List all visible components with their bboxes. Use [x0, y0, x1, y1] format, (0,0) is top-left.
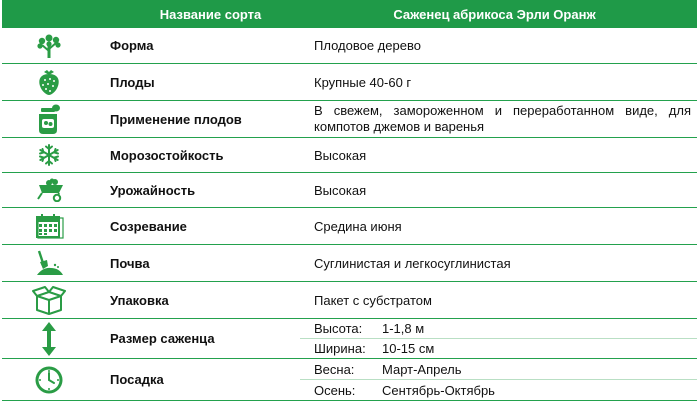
row-value: Высокая — [314, 147, 367, 163]
row-value: Средина июня — [314, 218, 402, 234]
sub-value: 10-15 см — [382, 341, 435, 356]
row-value: Высокая — [314, 182, 367, 198]
calendar-icon — [2, 212, 96, 240]
clock-icon — [2, 365, 96, 395]
row-size — [2, 319, 697, 359]
row-planting — [2, 359, 697, 401]
row-value: Крупные 40-60 г — [314, 74, 412, 90]
row-label: Применение плодов — [110, 111, 242, 127]
box-icon — [2, 285, 96, 315]
row-label: Созревание — [110, 218, 187, 234]
snowflake-icon — [2, 143, 96, 167]
planting-spring — [300, 359, 697, 379]
row-frost — [2, 138, 697, 173]
row-fruits — [2, 64, 697, 101]
row-value: Плодовое дерево — [314, 38, 421, 53]
row-label: Упаковка — [110, 292, 169, 308]
row-label: Форма — [110, 38, 154, 53]
size-height — [300, 319, 697, 338]
row-ripening — [2, 208, 697, 245]
sub-value: Март-Апрель — [382, 361, 462, 377]
row-yield — [2, 173, 697, 208]
size-width — [300, 338, 697, 358]
sub-key: Весна: — [314, 361, 355, 377]
row-usage — [2, 101, 697, 138]
row-soil — [2, 245, 697, 282]
sub-value: Сентябрь-Октябрь — [382, 382, 495, 398]
row-label: Посадка — [110, 372, 164, 387]
sub-key: Осень: — [314, 382, 356, 398]
sub-value: 1-1,8 м — [382, 321, 425, 336]
row-value: Суглинистая и легкосуглинистая — [314, 255, 511, 271]
table-header — [2, 0, 697, 28]
tree-icon — [2, 33, 96, 59]
sub-key: Высота: — [314, 321, 363, 336]
planting-subtable — [300, 359, 697, 400]
planting-autumn — [300, 379, 697, 400]
row-label: Почва — [110, 255, 150, 271]
header-product-name: Саженец абрикоса Эрли Оранж — [393, 6, 596, 22]
row-label: Морозостойкость — [110, 147, 224, 163]
row-label: Урожайность — [110, 182, 196, 198]
row-value: В свежем, замороженном и переработанном виде, для компотов джемов и варенья — [314, 103, 691, 134]
row-label: Плоды — [110, 74, 155, 90]
jam-jar-icon — [2, 103, 96, 135]
row-form — [2, 28, 697, 64]
header-variety-name: Название сорта — [159, 6, 262, 22]
strawberry-icon — [2, 68, 96, 96]
row-packaging — [2, 282, 697, 319]
sub-key: Ширина: — [314, 341, 366, 356]
wheelbarrow-icon — [2, 178, 96, 202]
variety-table — [2, 0, 697, 401]
row-value: Пакет с субстратом — [314, 292, 432, 308]
shovel-soil-icon — [2, 249, 96, 277]
row-label: Размер саженца — [110, 331, 215, 346]
vertical-arrows-icon — [2, 322, 96, 356]
size-subtable — [300, 319, 697, 358]
